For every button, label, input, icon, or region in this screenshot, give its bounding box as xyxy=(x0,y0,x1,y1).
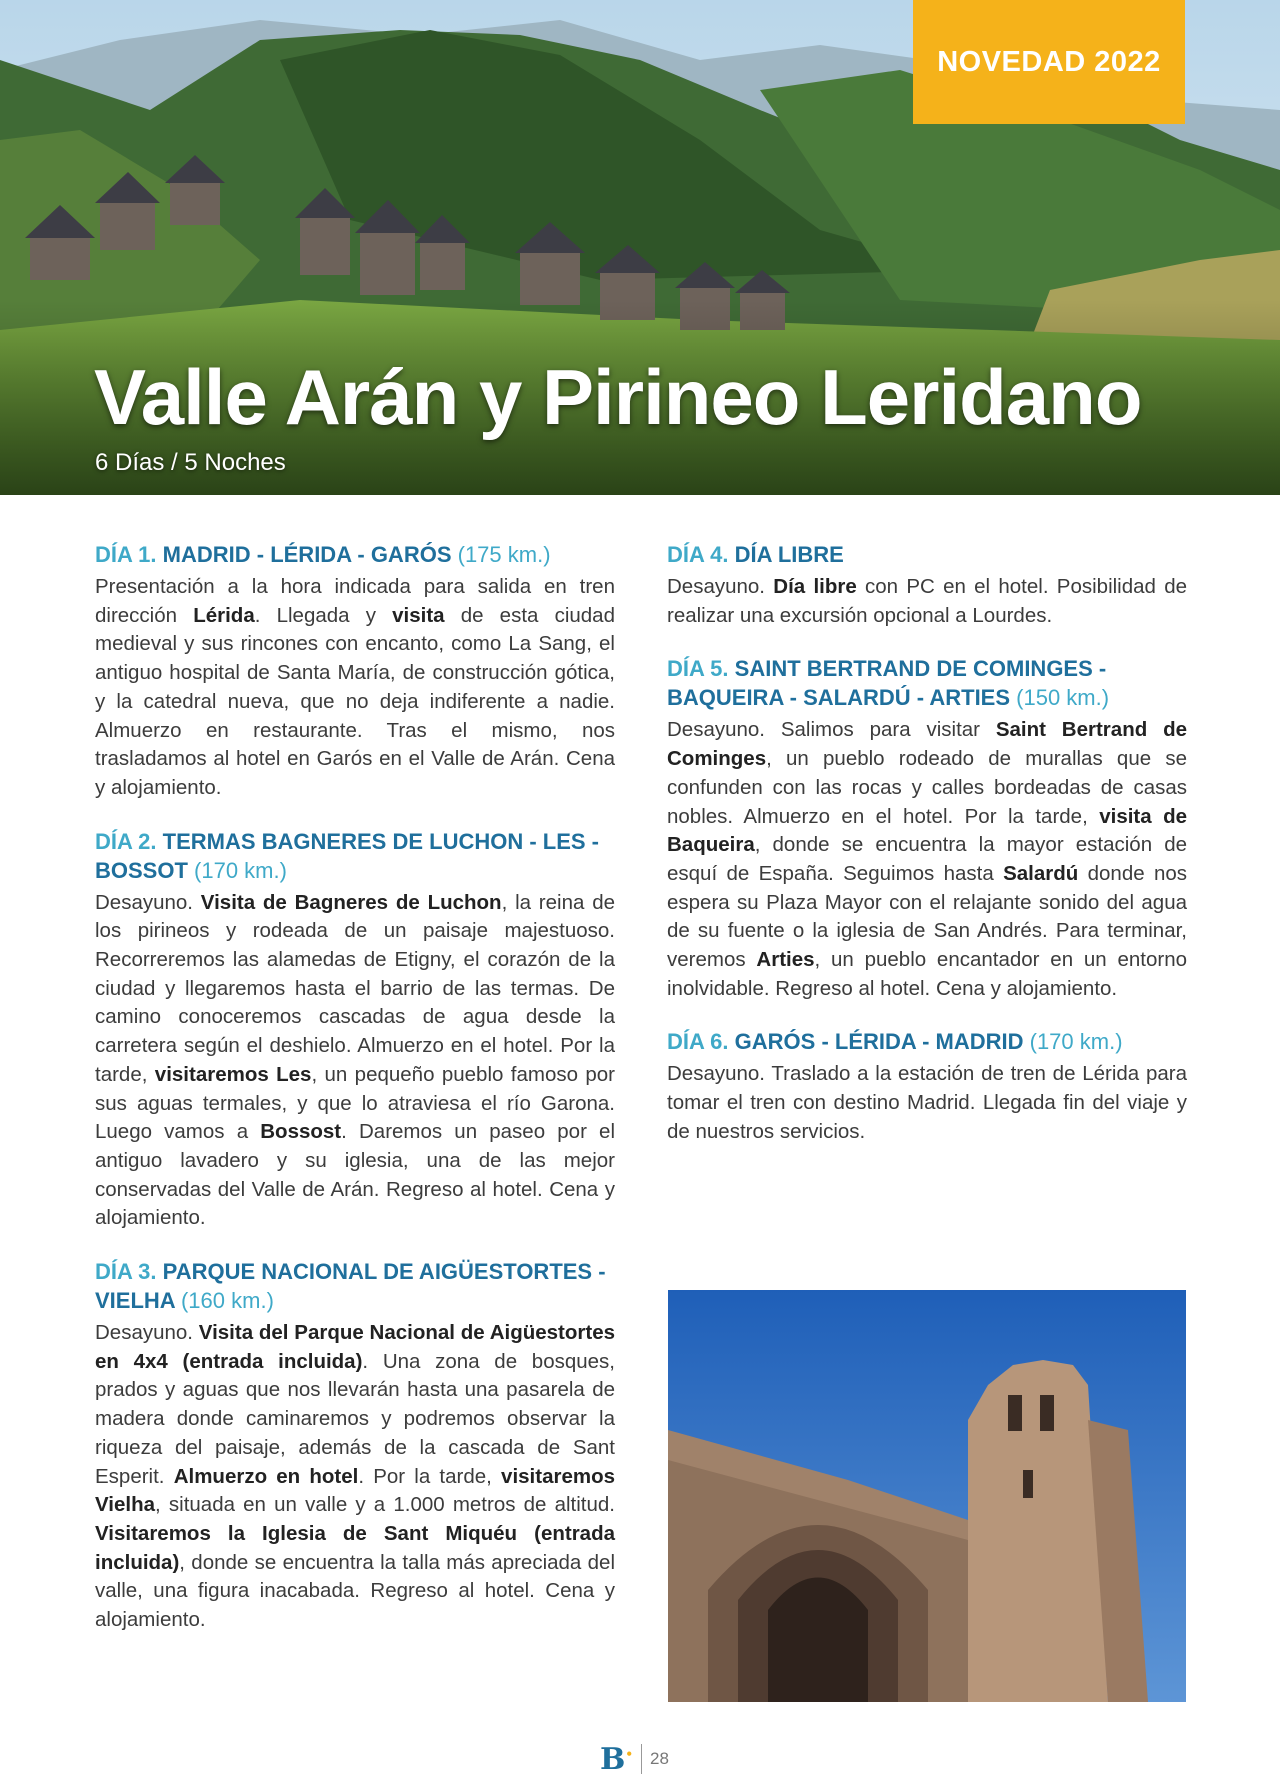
trip-duration: 6 Días / 5 Noches xyxy=(95,449,286,476)
day-distance: (170 km.) xyxy=(1029,1029,1123,1055)
day-heading xyxy=(667,654,1187,712)
page-number: 28 xyxy=(650,1749,669,1768)
day-heading xyxy=(667,1027,1187,1056)
itinerary-left-column xyxy=(95,540,615,1659)
day-1-section xyxy=(95,540,615,803)
day-route: TERMAS BAGNERES DE LUCHON - LES - BOSSOT xyxy=(95,828,600,883)
day-number: DÍA 2. xyxy=(95,828,157,854)
day-distance: (175 km.) xyxy=(457,542,551,567)
page-title: Valle Arán y Pirineo Leridano xyxy=(94,353,1142,441)
novedad-badge: NOVEDAD 2022 xyxy=(913,0,1185,124)
day-description: Desayuno. Salimos para visitar Saint Bertrand de Cominges, un pueblo rodeado de murallas que se confunden con las rocas y calles bordeadas de casas nobles. Almuerzo en el hotel. Por la tarde, visita de Baqueira, donde se encuentra la mayor estación de esquí de España. Seguimos hasta Salardú donde nos espera su Plaza Mayor con el relajante sonido del agua de su fuente o la iglesia de San Andrés. Para terminar, veremos Arties, un pueblo encantador en un entorno inolvidable. Regreso al hotel. Cena y alojamiento. xyxy=(667,718,1187,1000)
day-description: Desayuno. Visita del Parque Nacional de Aigüestortes en 4x4 (entrada incluida). Una zona de bosques, prados y aguas que nos llevarán hasta una pasarela de madera donde caminaremos y podremos observar la riqueza del paisaje, además de la cascada de Sant Esperit. Almuerzo en hotel. Por la tarde, visitaremos Vielha, situada en un valle y a 1.000 metros de altitud. Visitaremos la Iglesia de Sant Miquéu (entrada incluida), donde se encuentra la talla más apreciada del valle, una figura inacabada. Regreso al hotel. Cena y alojamiento. xyxy=(95,1321,616,1632)
hero-banner xyxy=(0,0,1280,495)
cathedral-photo xyxy=(668,1290,1186,1702)
day-number: DÍA 3. xyxy=(95,1259,157,1285)
day-3-section xyxy=(95,1257,615,1635)
day-number: DÍA 1. xyxy=(95,542,157,567)
day-heading xyxy=(667,540,1187,569)
page-footer xyxy=(600,1742,669,1776)
day-number: DÍA 4. xyxy=(667,542,729,567)
day-heading xyxy=(95,827,615,885)
day-6-section xyxy=(667,1027,1187,1146)
day-description: Desayuno. Traslado a la estación de tren de Lérida para tomar el tren con destino Madrid. Llegada fin del viaje y de nuestros servicios. xyxy=(667,1062,1187,1143)
day-heading xyxy=(95,1257,615,1315)
day-distance: (170 km.) xyxy=(194,857,287,883)
footer-divider xyxy=(641,1744,642,1774)
day-distance: (160 km.) xyxy=(180,1288,274,1314)
day-heading xyxy=(95,540,615,569)
brand-logo: B• xyxy=(600,1741,634,1777)
day-description: Desayuno. Día libre con PC en el hotel. Posibilidad de realizar una excursión opcional a Lourdes. xyxy=(667,575,1188,627)
day-4-section xyxy=(667,540,1187,630)
day-description: Desayuno. Visita de Bagneres de Luchon, la reina de los pirineos y rodeada de un paisaje majestuoso. Recorreremos las alamedas de Etigny, el corazón de la ciudad y llegaremos hasta el barrio de las termas. De camino conoceremos cascadas de agua desde la carretera según el deshielo. Almuerzo en el hotel. Por la tarde, visitaremos Les, un pequeño pueblo famoso por sus aguas termales, y que lo atraviesa el río Garona. Luego vamos a Bossost. Daremos un paseo por el antiguo lavadero y su iglesia, una de las mejor conservadas del Valle de Arán. Regreso al hotel. Cena y alojamiento. xyxy=(95,890,616,1230)
day-route: GARÓS - LÉRIDA - MADRID xyxy=(734,1029,1024,1055)
day-2-section xyxy=(95,827,615,1233)
day-5-section xyxy=(667,654,1187,1003)
day-description: Presentación a la hora indicada para salida en tren dirección Lérida. Llegada y visita de esta ciudad medieval y sus rincones con encanto, como La Sang, el antiguo hospital de Santa María, de construcción gótica, y la catedral nueva, que no deja indiferente a nadie. Almuerzo en restaurante. Tras el mismo, nos trasladamos al hotel en Garós en el Valle de Arán. Cena y alojamiento. xyxy=(95,575,615,799)
day-route: PARQUE NACIONAL DE AIGÜESTORTES - VIELHA xyxy=(95,1259,606,1314)
day-route: DÍA LIBRE xyxy=(734,542,844,567)
day-number: DÍA 5. xyxy=(667,656,729,682)
itinerary-right-column xyxy=(667,540,1187,1171)
day-route: SAINT BERTRAND DE COMINGES - BAQUEIRA - SALARDÚ - ARTIES xyxy=(667,656,1107,711)
day-route: MADRID - LÉRIDA - GARÓS xyxy=(162,542,452,567)
day-number: DÍA 6. xyxy=(667,1029,729,1055)
day-distance: (150 km.) xyxy=(1016,685,1110,711)
